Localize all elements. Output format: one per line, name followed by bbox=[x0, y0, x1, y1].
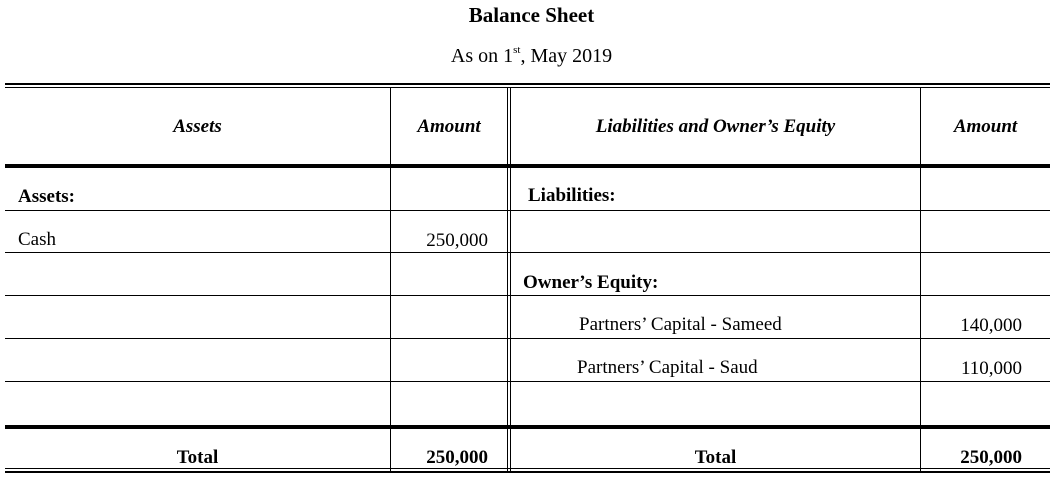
column-divider bbox=[390, 87, 391, 473]
sheet-title: Balance Sheet bbox=[468, 3, 595, 27]
cash-label: Cash bbox=[18, 229, 56, 250]
date-prefix: As on 1 bbox=[450, 45, 514, 67]
capital-saud-label: Partners’ Capital - Saud bbox=[577, 357, 758, 378]
liabilities-section-label: Liabilities: bbox=[528, 185, 616, 206]
header-amount-right: Amount bbox=[953, 116, 1018, 137]
column-divider bbox=[507, 87, 508, 473]
row-rule bbox=[5, 252, 1050, 253]
capital-sameed-label: Partners’ Capital - Sameed bbox=[579, 314, 782, 335]
date-ordinal-suffix: st bbox=[513, 44, 521, 56]
total-right-label: Total bbox=[694, 447, 737, 468]
cash-amount: 250,000 bbox=[426, 230, 488, 251]
total-left-amount: 250,000 bbox=[426, 447, 488, 468]
table-bottom-rule-outer bbox=[5, 471, 1050, 473]
row-rule bbox=[5, 338, 1050, 339]
table-top-rule-inner bbox=[5, 87, 1050, 88]
date-rest: , May 2019 bbox=[520, 45, 613, 67]
header-rule bbox=[5, 164, 1050, 168]
total-right-amount: 250,000 bbox=[960, 447, 1022, 468]
header-amount-left: Amount bbox=[417, 116, 481, 137]
capital-saud-amount: 110,000 bbox=[960, 358, 1022, 379]
header-assets: Assets bbox=[173, 116, 222, 137]
row-rule bbox=[5, 295, 1050, 296]
sheet-date bbox=[0, 43, 1063, 69]
header-liabilities-equity: Liabilities and Owner’s Equity bbox=[595, 116, 836, 137]
column-divider bbox=[920, 87, 921, 473]
totals-rule bbox=[5, 425, 1050, 429]
capital-sameed-amount: 140,000 bbox=[960, 315, 1022, 336]
owners-equity-section-label: Owner’s Equity: bbox=[523, 272, 659, 293]
table-top-rule bbox=[5, 83, 1050, 85]
row-rule bbox=[5, 381, 1050, 382]
column-divider bbox=[510, 87, 511, 473]
total-left-label: Total bbox=[176, 447, 219, 468]
assets-section-label: Assets: bbox=[18, 186, 75, 207]
row-rule bbox=[5, 210, 1050, 211]
